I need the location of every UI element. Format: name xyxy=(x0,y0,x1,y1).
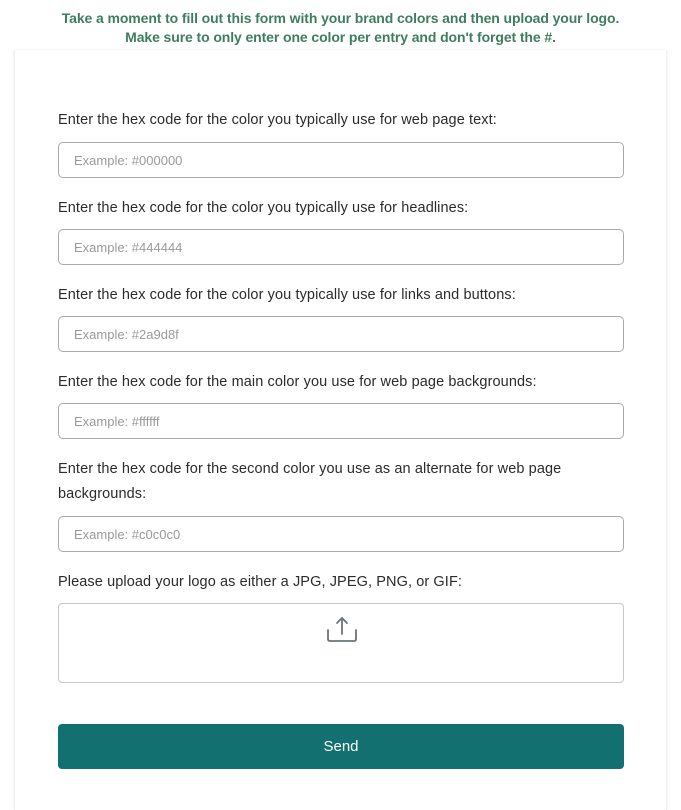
field-label-link-color: Enter the hex code for the color you typically use for links and buttons: xyxy=(58,287,516,303)
logo-upload-dropzone[interactable] xyxy=(58,603,624,683)
field-main-bg-color xyxy=(58,370,624,439)
brand-colors-form xyxy=(14,50,667,810)
field-label-alt-bg-color: Enter the hex code for the second color you use as an alternate for web page backgrounds: xyxy=(58,461,562,502)
field-link-color xyxy=(58,283,624,352)
main-bg-color-input[interactable] xyxy=(58,403,624,439)
field-label-headline-color: Enter the hex code for the color you typically use for headlines: xyxy=(58,200,469,216)
send-button[interactable]: Send xyxy=(58,724,624,769)
intro-text xyxy=(0,9,681,47)
field-headline-color xyxy=(58,196,624,265)
link-color-input[interactable] xyxy=(58,316,624,352)
field-label-text-color: Enter the hex code for the color you typically use for web page text: xyxy=(58,112,497,128)
intro-line-1: Take a moment to fill out this form with your brand colors and then upload your logo. xyxy=(61,10,620,26)
field-text-color xyxy=(58,108,624,178)
upload-icon xyxy=(326,615,358,643)
field-label-logo-upload: Please upload your logo as either a JPG, JPEG, PNG, or GIF: xyxy=(58,574,463,590)
field-logo-upload xyxy=(58,570,624,683)
field-label-main-bg-color: Enter the hex code for the main color you use for web page backgrounds: xyxy=(58,374,537,390)
intro-line-2: Make sure to only enter one color per entry and don't forget the #. xyxy=(125,29,556,45)
alt-bg-color-input[interactable] xyxy=(58,516,624,552)
text-color-input[interactable] xyxy=(58,142,624,178)
field-alt-bg-color xyxy=(58,457,624,552)
headline-color-input[interactable] xyxy=(58,229,624,265)
